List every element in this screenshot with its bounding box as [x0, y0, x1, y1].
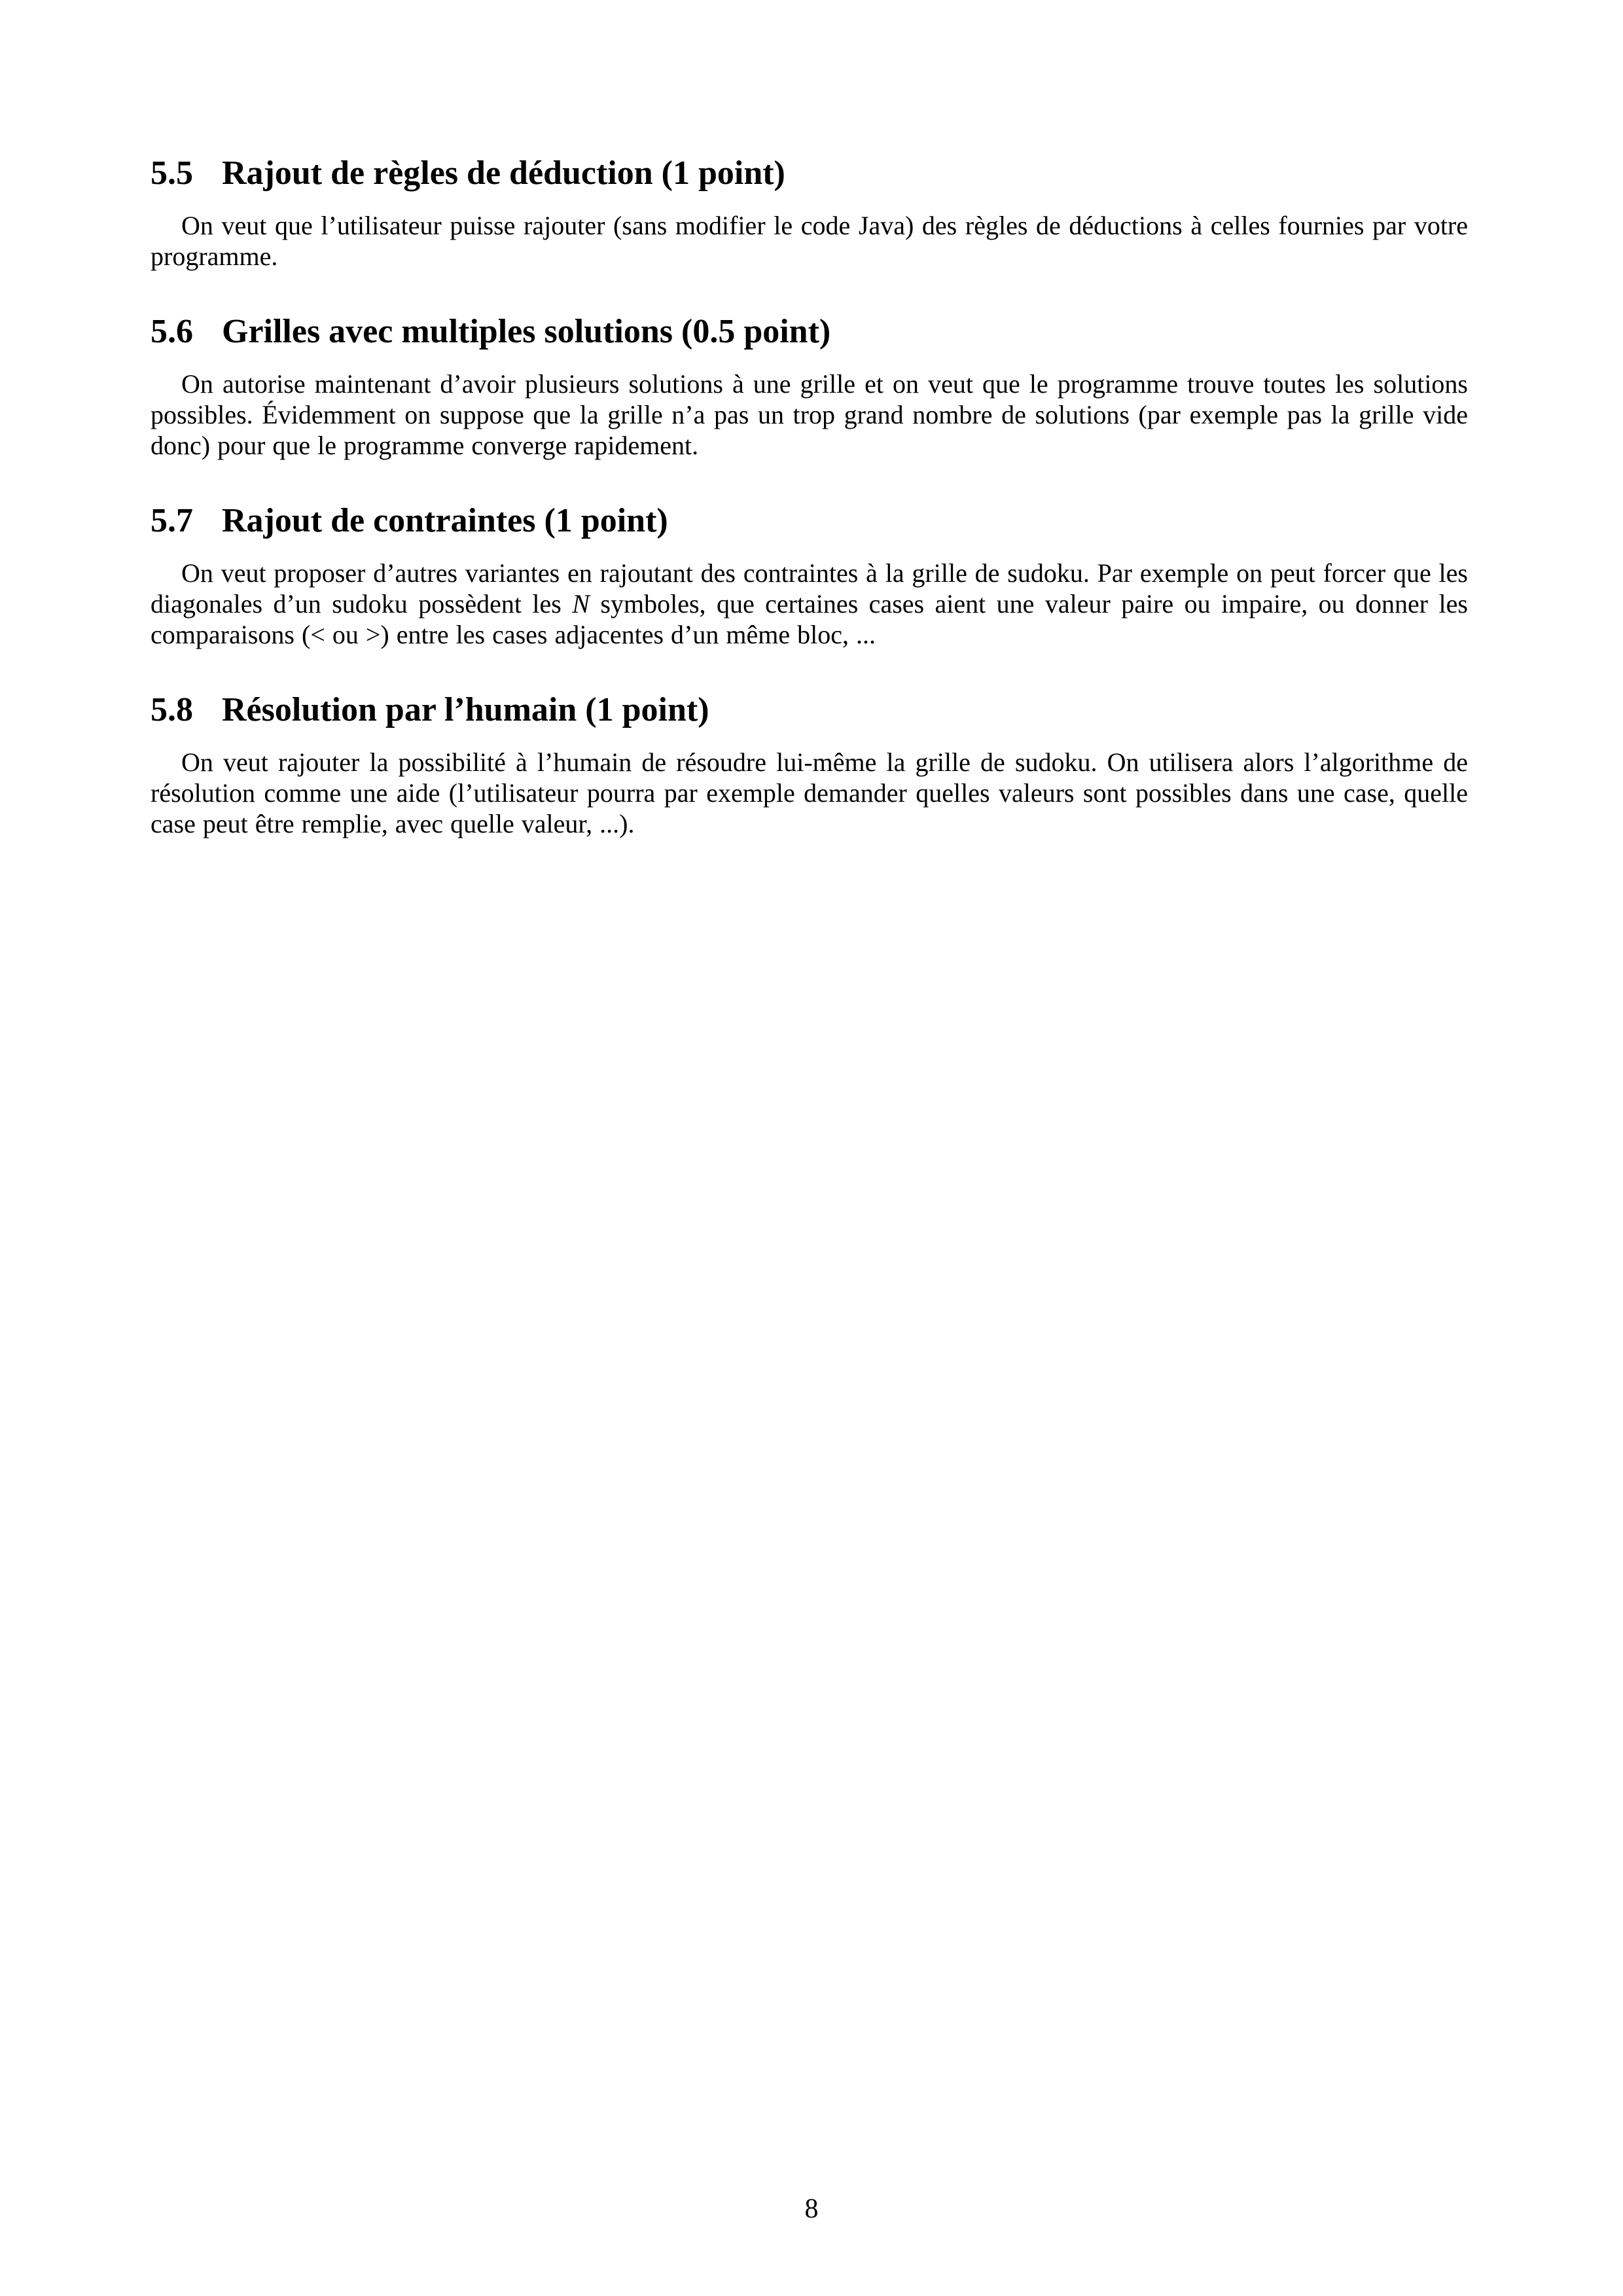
section-5-6: [151, 312, 1468, 461]
section-number: 5.5: [151, 154, 193, 192]
section-paragraph: On veut que l’utilisateur puisse rajouter (sans modifier le code Java) des règles de déductions à celles fournies par votre programme.: [151, 211, 1468, 271]
text-block: [151, 154, 1468, 839]
section-title: Rajout de contraintes (1 point): [222, 502, 668, 539]
section-5-5: [151, 154, 1468, 272]
section-heading: [151, 312, 1468, 351]
section-title: Rajout de règles de déduction (1 point): [222, 154, 785, 192]
section-heading: [151, 691, 1468, 730]
section-paragraph: On autorise maintenant d’avoir plusieurs solutions à une grille et on veut que le programme trouve toutes les solutions possibles. Évidemment on suppose que la grille n’a pas un trop grand nombre de solutions (par exemple pas la grille vide donc) pour que le programme converge rapidement.: [151, 369, 1468, 460]
section-paragraph: On veut rajouter la possibilité à l’humain de résoudre lui-même la grille de sudoku. On utilisera alors l’algorithme de résolution comme une aide (l’utilisateur pourra par exemple demander quelles valeurs sont possibles dans une case, quelle case peut être remplie, avec quelle valeur, ...).: [151, 747, 1468, 838]
section-title: Résolution par l’humain (1 point): [222, 691, 709, 728]
section-5-7: [151, 501, 1468, 650]
section-number: 5.6: [151, 313, 193, 350]
section-5-8: [151, 691, 1468, 839]
section-paragraph: On veut proposer d’autres variantes en rajoutant des contraintes à la grille de sudoku. Par exemple on peut forcer que les diagonales d’un sudoku possèdent les N symboles, que certaines cases aient une valeur paire ou impaire, ou donner les comparaisons (< ou >) entre les cases adjacentes d’un même bloc, ...: [151, 558, 1468, 649]
section-number: 5.8: [151, 691, 193, 728]
section-number: 5.7: [151, 502, 193, 539]
section-heading: [151, 501, 1468, 541]
section-heading: [151, 154, 1468, 193]
section-title: Grilles avec multiples solutions (0.5 point): [222, 313, 831, 350]
page-number: 8: [804, 2194, 819, 2224]
